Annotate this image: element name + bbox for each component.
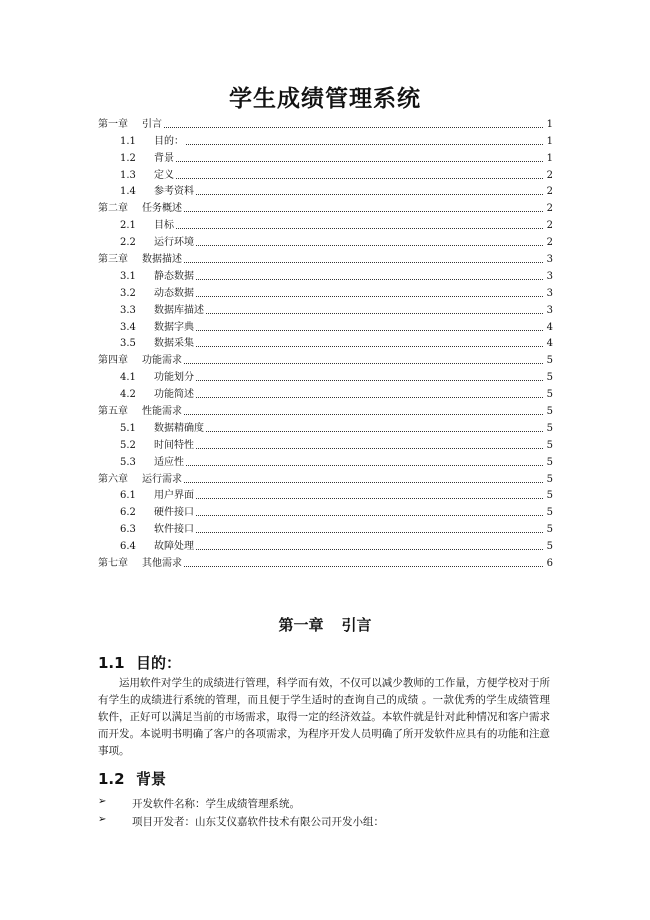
toc-entry-title: 硬件接口 xyxy=(154,507,194,519)
toc-page-number: 5 xyxy=(546,490,553,502)
section-number: 1.2 xyxy=(98,770,125,788)
toc-leader-dots xyxy=(186,143,543,145)
toc-entry-label xyxy=(120,440,194,452)
toc-leader-dots xyxy=(164,126,543,128)
toc-entry-title: 数据字典 xyxy=(154,321,194,333)
toc-page-number: 4 xyxy=(546,338,553,350)
toc-entry-title: 故障处理 xyxy=(154,541,194,553)
toc-page-number: 5 xyxy=(546,372,553,384)
table-of-contents xyxy=(98,114,553,570)
toc-entry[interactable] xyxy=(98,350,553,367)
toc-page-number: 1 xyxy=(546,152,553,164)
section-number: 1.1 xyxy=(98,654,125,672)
toc-page-number: 3 xyxy=(546,254,553,266)
toc-page-number: 5 xyxy=(546,389,553,401)
toc-entry-number: 第七章 xyxy=(98,558,128,570)
toc-entry-number: 2.1 xyxy=(120,220,136,232)
toc-entry[interactable] xyxy=(98,300,553,317)
toc-entry-number: 5.3 xyxy=(120,456,136,468)
toc-entry-title: 数据精确度 xyxy=(154,422,204,434)
toc-entry-label xyxy=(120,389,194,401)
toc-leader-dots xyxy=(176,227,543,229)
section-heading-1-2 xyxy=(98,768,166,789)
arrow-bullet-icon: ➢ xyxy=(98,796,107,807)
toc-entry-label xyxy=(98,254,182,266)
toc-page-number: 2 xyxy=(546,203,553,215)
toc-entry[interactable] xyxy=(98,452,553,469)
toc-entry-title: 功能需求 xyxy=(142,355,182,367)
toc-entry-title: 运行环境 xyxy=(154,237,194,249)
toc-page-number: 5 xyxy=(546,524,553,536)
toc-entry-number: 1.1 xyxy=(120,135,136,147)
toc-entry-label xyxy=(98,203,182,215)
toc-page-number: 5 xyxy=(546,507,553,519)
toc-entry-label xyxy=(120,372,194,384)
toc-entry[interactable] xyxy=(98,334,553,351)
toc-entry-label xyxy=(98,558,182,570)
toc-page-number: 2 xyxy=(546,169,553,181)
toc-entry-title: 目标 xyxy=(154,220,174,232)
toc-entry-number: 第一章 xyxy=(98,118,128,130)
toc-leader-dots xyxy=(184,565,543,567)
toc-entry[interactable] xyxy=(98,266,553,283)
toc-entry[interactable] xyxy=(98,384,553,401)
toc-entry-number: 第五章 xyxy=(98,406,128,418)
toc-entry-title: 软件接口 xyxy=(154,524,194,536)
chapter-number: 第一章 xyxy=(278,616,324,634)
toc-leader-dots xyxy=(196,193,543,195)
toc-entry-title: 任务概述 xyxy=(142,203,182,215)
toc-leader-dots xyxy=(184,481,543,483)
bullet-item xyxy=(98,814,384,829)
toc-page-number: 1 xyxy=(546,118,553,130)
toc-leader-dots xyxy=(176,160,543,162)
toc-entry-label xyxy=(98,474,182,486)
toc-entry-number: 5.1 xyxy=(120,422,136,434)
toc-entry-title: 其他需求 xyxy=(142,558,182,570)
toc-entry[interactable] xyxy=(98,486,553,503)
toc-entry-label xyxy=(120,237,194,249)
section-title: 目的： xyxy=(136,654,182,672)
toc-leader-dots xyxy=(196,514,543,516)
toc-entry-label xyxy=(120,288,194,300)
toc-leader-dots xyxy=(184,261,543,263)
toc-leader-dots xyxy=(196,447,543,449)
toc-entry-title: 数据描述 xyxy=(142,254,182,266)
toc-entry-label xyxy=(120,423,204,435)
toc-leader-dots xyxy=(184,413,543,415)
toc-leader-dots xyxy=(196,295,543,297)
toc-entry-title: 背景 xyxy=(154,152,174,164)
toc-entry-number: 3.3 xyxy=(120,304,136,316)
toc-leader-dots xyxy=(206,430,543,432)
toc-leader-dots xyxy=(196,278,543,280)
toc-page-number: 2 xyxy=(546,237,553,249)
toc-entry-label xyxy=(120,338,194,350)
toc-entry-number: 5.2 xyxy=(120,439,136,451)
toc-entry-title: 用户界面 xyxy=(154,490,194,502)
toc-entry-number: 第四章 xyxy=(98,355,128,367)
toc-entry[interactable] xyxy=(98,536,553,553)
toc-leader-dots xyxy=(196,531,543,533)
toc-entry-number: 3.2 xyxy=(120,287,136,299)
toc-entry-title: 数据库描述 xyxy=(154,304,204,316)
bullet-text: 项目开发者：山东艾仪嘉软件技术有限公司开发小组： xyxy=(132,816,384,828)
toc-page-number: 2 xyxy=(546,186,553,198)
toc-entry[interactable] xyxy=(98,165,553,182)
toc-page-number: 4 xyxy=(546,321,553,333)
toc-leader-dots xyxy=(176,177,543,179)
toc-entry[interactable] xyxy=(98,148,553,165)
toc-entry[interactable] xyxy=(98,249,553,266)
toc-entry-label xyxy=(120,170,174,182)
toc-entry-label xyxy=(120,153,174,165)
toc-entry[interactable] xyxy=(98,435,553,452)
toc-entry-label xyxy=(98,119,162,131)
toc-entry[interactable] xyxy=(98,469,553,486)
toc-page-number: 2 xyxy=(546,220,553,232)
toc-page-number: 5 xyxy=(546,406,553,418)
toc-entry[interactable] xyxy=(98,232,553,249)
toc-entry-title: 目的： xyxy=(154,135,184,147)
body-paragraph: 运用软件对学生的成绩进行管理，科学而有效，不仅可以减少教师的工作量，方便学校对于所有学生的成绩进行系统的管理，而且便于学生适时的查询自己的成绩 。一款优秀的学生成绩管理软件，正好可以满足当前的市场需求，取得一定的经济效益。本软件就是针对此种情况和客户需求而开发。本说明书明确了客户的各项需求，为程序开发人员明确了所开发软件应具有的功能和注意事项。 xyxy=(98,677,550,757)
toc-entry-title: 参考资料 xyxy=(154,186,194,198)
toc-entry-number: 6.2 xyxy=(120,507,136,519)
toc-leader-dots xyxy=(184,362,543,364)
toc-entry[interactable] xyxy=(98,198,553,215)
bullet-item xyxy=(98,796,300,811)
toc-entry-label xyxy=(120,186,194,198)
toc-entry[interactable] xyxy=(98,215,553,232)
toc-page-number: 5 xyxy=(546,473,553,485)
toc-entry-number: 2.2 xyxy=(120,237,136,249)
toc-entry-label xyxy=(98,355,182,367)
toc-entry-number: 6.1 xyxy=(120,490,136,502)
toc-entry-number: 3.5 xyxy=(120,338,136,350)
toc-page-number: 3 xyxy=(546,270,553,282)
toc-leader-dots xyxy=(184,210,543,212)
toc-entry-number: 1.2 xyxy=(120,152,136,164)
toc-entry-number: 6.3 xyxy=(120,524,136,536)
section-title: 背景 xyxy=(136,770,167,788)
toc-entry[interactable] xyxy=(98,502,553,519)
toc-entry[interactable] xyxy=(98,418,553,435)
toc-entry-number: 4.1 xyxy=(120,372,136,384)
toc-entry-title: 功能划分 xyxy=(154,372,194,384)
section-heading-1-1 xyxy=(98,652,181,673)
toc-entry-label xyxy=(120,305,204,317)
toc-leader-dots xyxy=(196,548,543,550)
toc-page-number: 6 xyxy=(546,558,553,570)
toc-entry-number: 第六章 xyxy=(98,473,128,485)
toc-page-number: 5 xyxy=(546,355,553,367)
toc-entry-label xyxy=(120,220,174,232)
toc-leader-dots xyxy=(196,345,543,347)
toc-leader-dots xyxy=(196,396,543,398)
toc-entry-number: 4.2 xyxy=(120,389,136,401)
toc-entry[interactable] xyxy=(98,401,553,418)
toc-entry-title: 数据采集 xyxy=(154,338,194,350)
toc-page-number: 5 xyxy=(546,456,553,468)
toc-page-number: 3 xyxy=(546,304,553,316)
document-title: 学生成绩管理系统 xyxy=(229,86,421,112)
toc-entry-title: 运行需求 xyxy=(142,473,182,485)
toc-entry-label xyxy=(120,136,184,148)
toc-leader-dots xyxy=(196,244,543,246)
toc-entry-title: 静态数据 xyxy=(154,270,194,282)
toc-entry[interactable] xyxy=(98,131,553,148)
toc-entry-number: 6.4 xyxy=(120,541,136,553)
toc-entry[interactable] xyxy=(98,367,553,384)
toc-entry-label xyxy=(120,541,194,553)
chapter-title: 引言 xyxy=(341,616,372,634)
toc-entry-number: 3.1 xyxy=(120,270,136,282)
toc-entry-number: 第三章 xyxy=(98,254,128,266)
toc-entry-label xyxy=(120,271,194,283)
toc-page-number: 3 xyxy=(546,287,553,299)
toc-entry-number: 1.3 xyxy=(120,169,136,181)
toc-entry[interactable] xyxy=(98,553,553,570)
toc-leader-dots xyxy=(186,464,543,466)
toc-entry[interactable] xyxy=(98,519,553,536)
toc-entry-title: 功能简述 xyxy=(154,389,194,401)
toc-entry[interactable] xyxy=(98,317,553,334)
toc-leader-dots xyxy=(196,379,543,381)
toc-entry-label xyxy=(120,507,194,519)
toc-entry-number: 第二章 xyxy=(98,203,128,215)
bullet-text: 开发软件名称：学生成绩管理系统。 xyxy=(132,798,300,810)
toc-entry-number: 3.4 xyxy=(120,321,136,333)
toc-leader-dots xyxy=(206,312,543,314)
toc-entry-label xyxy=(120,490,194,502)
toc-entry-number: 1.4 xyxy=(120,186,136,198)
toc-page-number: 5 xyxy=(546,439,553,451)
toc-entry[interactable] xyxy=(98,182,553,199)
toc-leader-dots xyxy=(196,497,543,499)
toc-entry-title: 动态数据 xyxy=(154,287,194,299)
toc-entry-label xyxy=(98,406,182,418)
chapter-heading xyxy=(0,614,650,635)
toc-entry-title: 性能需求 xyxy=(142,406,182,418)
toc-entry[interactable] xyxy=(98,114,553,131)
toc-leader-dots xyxy=(196,329,543,331)
toc-entry-title: 适应性 xyxy=(154,456,184,468)
toc-entry[interactable] xyxy=(98,283,553,300)
toc-entry-label xyxy=(120,322,194,334)
toc-entry-label xyxy=(120,524,194,536)
toc-entry-title: 时间特性 xyxy=(154,439,194,451)
toc-entry-title: 引言 xyxy=(142,118,162,130)
toc-page-number: 5 xyxy=(546,422,553,434)
toc-page-number: 1 xyxy=(546,135,553,147)
toc-entry-title: 定义 xyxy=(154,169,174,181)
toc-page-number: 5 xyxy=(546,541,553,553)
arrow-bullet-icon: ➢ xyxy=(98,814,107,825)
toc-entry-label xyxy=(120,457,184,469)
